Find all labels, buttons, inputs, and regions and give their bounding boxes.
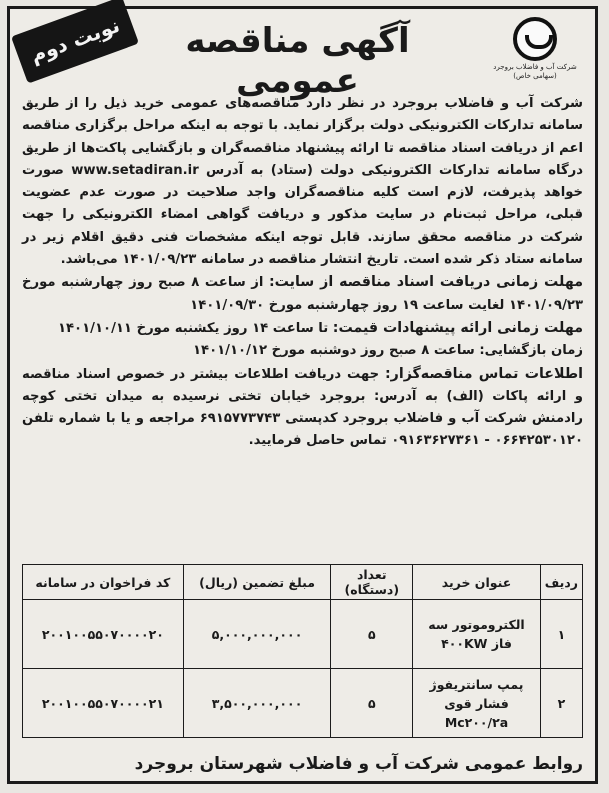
header-title: عنوان خرید bbox=[413, 565, 541, 600]
footer-signature: روابط عمومی شرکت آب و فاضلاب شهرستان بروجرد bbox=[134, 754, 583, 774]
table-row bbox=[23, 600, 583, 669]
row-number: ۱ bbox=[540, 600, 582, 669]
item-quantity: ۵ bbox=[331, 669, 413, 738]
header-code: کد فراخوان در سامانه bbox=[23, 565, 184, 600]
contact-info bbox=[22, 363, 583, 453]
notice-frame bbox=[7, 6, 598, 784]
items-table bbox=[22, 564, 583, 738]
document-deadline-text: از ساعت ۸ صبح روز چهارشنبه مورخ ۱۴۰۱/۰۹/۲۳ لغایت ساعت ۱۹ روز چهارشنبه مورخ ۱۴۰۱/۰۹/۳۰ bbox=[22, 275, 583, 313]
bid-deadline bbox=[22, 317, 583, 340]
header-row-number: ردیف bbox=[540, 565, 582, 600]
notice-body bbox=[22, 93, 583, 453]
item-title: الکتروموتور سه فاز ۴۰۰KW bbox=[413, 600, 541, 669]
water-drop-icon bbox=[513, 17, 557, 61]
bid-deadline-text: تا ساعت ۱۴ روز یکشنبه مورخ ۱۴۰۱/۱۰/۱۱ bbox=[57, 320, 333, 336]
item-guarantee: ۵,۰۰۰,۰۰۰,۰۰۰ bbox=[183, 600, 331, 669]
document-deadline bbox=[22, 271, 583, 317]
header-guarantee: مبلغ تضمین (ریال) bbox=[183, 565, 331, 600]
logo-caption: شرکت آب و فاضلاب بروجرد (سهامی خاص) bbox=[493, 63, 577, 80]
table-header-row bbox=[23, 565, 583, 600]
row-number: ۲ bbox=[540, 669, 582, 738]
contact-text: جهت دریافت اطلاعات بیشتر در خصوص اسناد مناقصه و ارائه پاکات (الف) به آدرس: بروجرد خیابان تختی نرسیده به میدان تختی کوچه رادمنش شرکت آب و فاضلاب بروجرد کدپستی ۶۹۱۵۷۷۳۷۴۳ مراجعه و یا با شماره تلفن ۰۶۶۴۲۵۳۰۱۲۰ - ۰۹۱۶۳۶۲۷۳۶۱ تماس حاصل فرمایید. bbox=[22, 366, 583, 449]
opening-time: زمان بازگشایی: ساعت ۸ صبح روز دوشنبه مورخ ۱۴۰۱/۱۰/۱۲ bbox=[192, 343, 583, 359]
item-code: ۲۰۰۱۰۰۵۵۰۷۰۰۰۰۲۱ bbox=[23, 669, 184, 738]
page-title: آگهی مناقصه عمومی bbox=[185, 21, 410, 101]
contact-label: اطلاعات تماس مناقصه‌گزار: bbox=[385, 365, 583, 382]
item-title: پمپ سانتریفوژ فشار قوی Mc۲۰۰/۲a bbox=[413, 669, 541, 738]
company-logo bbox=[489, 17, 581, 87]
document-deadline-label: مهلت زمانی دریافت اسناد مناقصه از سایت: bbox=[268, 274, 583, 291]
item-code: ۲۰۰۱۰۰۵۵۰۷۰۰۰۰۲۰ bbox=[23, 600, 184, 669]
bid-deadline-label: مهلت زمانی ارائه پیشنهادات قیمت: bbox=[332, 319, 583, 336]
table-row bbox=[23, 669, 583, 738]
round-badge: نوبت دوم bbox=[11, 0, 139, 84]
header bbox=[10, 9, 595, 101]
item-guarantee: ۳,۵۰۰,۰۰۰,۰۰۰ bbox=[183, 669, 331, 738]
intro-paragraph: شرکت آب و فاضلاب بروجرد در نظر دارد مناقصه‌های عمومی خرید ذیل را از طریق سامانه تدارکات الکترونیکی دولت برگزار نماید. با توجه به اینکه مراحل برگزاری مناقصه اعم از دریافت اسناد مناقصه تا ارائه پیشنهاد مناقصه‌گران و بازگشایی پاکت‌ها از طریق درگاه سامانه تدارکات الکترونیکی دولت (ستاد) به آدرس www.setadiran.ir صورت خواهد پذیرفت، لازم است کلیه مناقصه‌گران واجد صلاحیت در صورت عدم عضویت قبلی، مراحل ثبت‌نام در سایت مذکور و دریافت گواهی امضاء الکترونیکی را جهت شرکت در مناقصه محقق سازند. قابل توجه اینکه مشخصات فنی دقیق اقلام زیر در سامانه ستاد ذکر شده است. تاریخ انتشار مناقصه در سامانه ۱۴۰۱/۰۹/۲۳ می‌باشد. bbox=[22, 96, 583, 268]
header-quantity: تعداد (دستگاه) bbox=[331, 565, 413, 600]
item-quantity: ۵ bbox=[331, 600, 413, 669]
